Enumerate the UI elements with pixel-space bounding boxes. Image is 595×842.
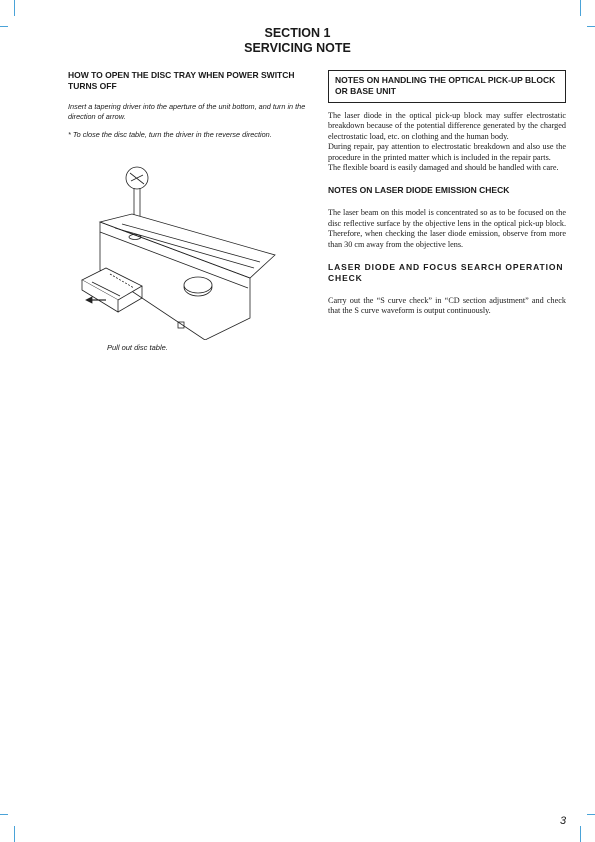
laser-emission-para: The laser beam on this model is concentrated so as to be focused on the disc reflective surface by the objective lens in the optical pick-up block. Therefore, when checking the laser diode emission, observe from more than 30 cm away from the objective lens. bbox=[328, 208, 566, 249]
crop-mark-bottom-right-h bbox=[587, 814, 595, 815]
focus-search-para: Carry out the “S curve check” in “CD section adjustment” and check that the S curve waveform is output continuously. bbox=[328, 296, 566, 316]
left-column bbox=[68, 70, 308, 140]
laser-emission-heading: NOTES ON LASER DIODE EMISSION CHECK bbox=[328, 185, 510, 196]
pickup-handling-heading: NOTES ON HANDLING THE OPTICAL PICK-UP BLOCK OR BASE UNIT bbox=[335, 75, 556, 96]
crop-mark-bottom-left-h bbox=[0, 814, 8, 815]
focus-search-heading: LASER DIODE AND FOCUS SEARCH OPERATION CHECK bbox=[328, 262, 564, 284]
disc-tray-instruction: Insert a tapering driver into the aperture of the unit bottom, and turn in the direction of arrow. bbox=[68, 102, 306, 121]
crop-mark-top-left bbox=[14, 0, 15, 16]
figure-caption: Pull out disc table. bbox=[107, 343, 168, 352]
pickup-para-1: The laser diode in the optical pick-up block may suffer electrostatic breakdown because of the potential difference generated by the charged electrostatic load, etc. on clothing and the human body. bbox=[328, 111, 566, 141]
pickup-para-2: During repair, pay attention to electrostatic breakdown and also use the procedure in the printed matter which is included in the repair parts. bbox=[328, 142, 566, 162]
unit-top bbox=[100, 214, 275, 278]
disc-tray-close-note: * To close the disc table, turn the driver in the reverse direction. bbox=[68, 130, 272, 139]
crop-mark-bottom-left bbox=[14, 826, 15, 842]
page-number: 3 bbox=[560, 815, 567, 827]
pickup-para-3: The flexible board is easily damaged and should be handled with care. bbox=[328, 163, 559, 173]
pickup-handling-box bbox=[328, 70, 566, 103]
disc-tray-heading: HOW TO OPEN THE DISC TRAY WHEN POWER SWITCH TURNS OFF bbox=[68, 70, 295, 91]
page-title: SERVICING NOTE bbox=[244, 41, 351, 55]
disc-tray-illustration bbox=[70, 150, 290, 340]
right-column bbox=[328, 70, 566, 317]
crop-mark-bottom-right bbox=[580, 826, 581, 842]
page-header bbox=[0, 26, 595, 56]
section-label: SECTION 1 bbox=[264, 26, 331, 40]
crop-mark-top-right bbox=[580, 0, 581, 16]
